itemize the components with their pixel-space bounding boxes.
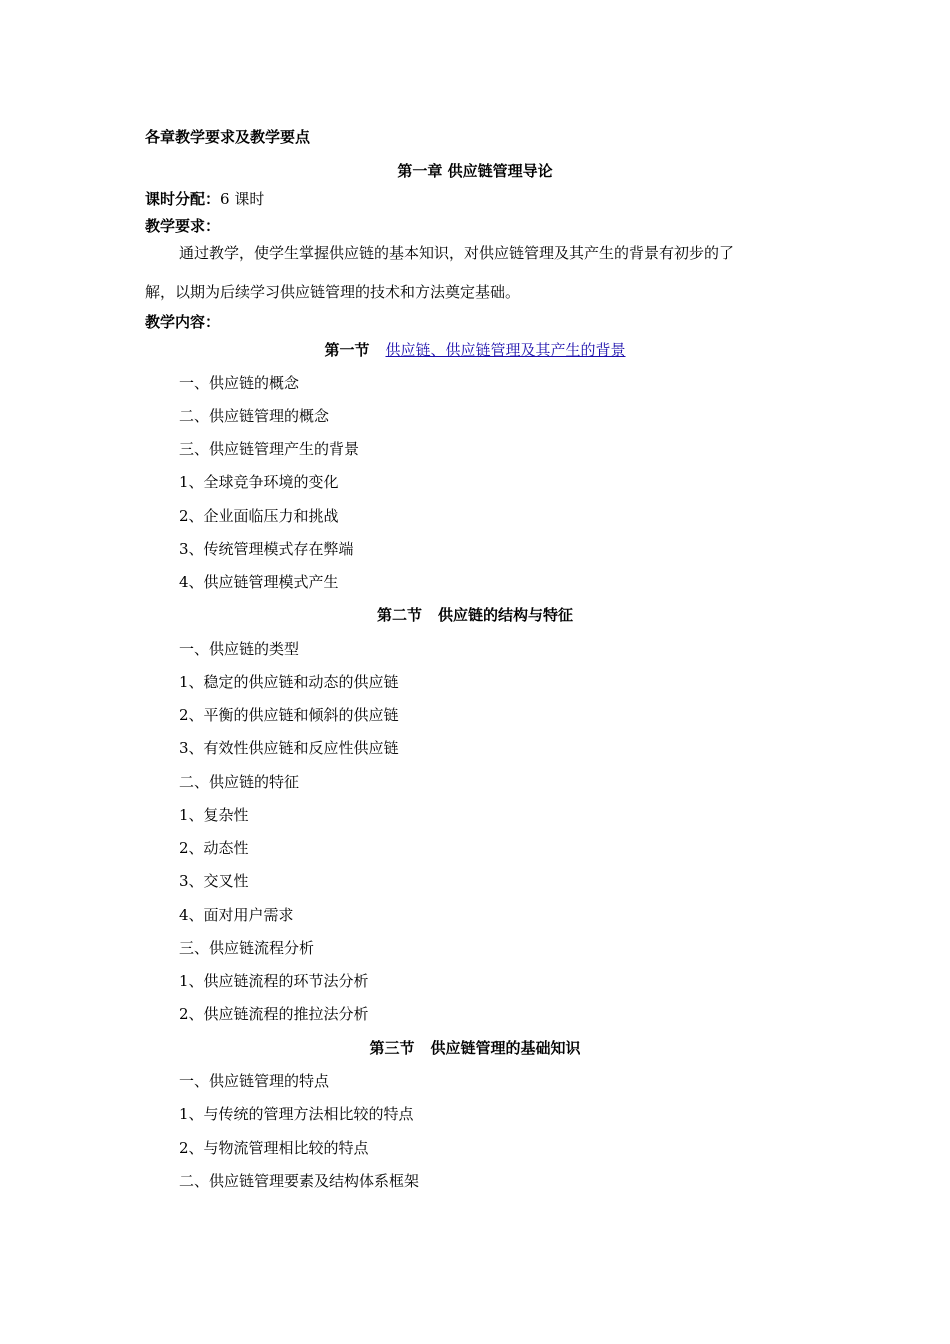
list-item: 三、供应链流程分析 (179, 939, 315, 957)
hours-row (145, 189, 264, 209)
requirements-label: 教学要求： (145, 217, 221, 235)
section-1-number: 第一节 (324, 341, 370, 359)
section-3-heading (145, 1038, 805, 1058)
list-item: 一、供应链的概念 (179, 374, 300, 392)
requirements-text-line-1: 通过教学，使学生掌握供应链的基本知识，对供应链管理及其产生的背景有初步的了 (179, 244, 735, 262)
doc-heading: 各章教学要求及教学要点 (145, 128, 311, 146)
list-item: 3、传统管理模式存在弊端 (179, 540, 354, 558)
list-item: 一、供应链的类型 (179, 640, 300, 658)
list-item: 1、复杂性 (179, 806, 249, 824)
list-item: 2、动态性 (179, 839, 249, 857)
hours-value: 6 课时 (220, 190, 265, 208)
hours-label: 课时分配： (145, 190, 221, 208)
list-item: 2、平衡的供应链和倾斜的供应链 (179, 706, 399, 724)
section-1-heading (145, 340, 805, 360)
requirements-text-line-2: 解，以期为后续学习供应链管理的技术和方法奠定基础。 (145, 283, 521, 301)
list-item: 三、供应链管理产生的背景 (179, 440, 360, 458)
list-item: 2、与物流管理相比较的特点 (179, 1139, 369, 1157)
section-3-title: 供应链管理的基础知识 (430, 1039, 581, 1057)
list-item: 一、供应链管理的特点 (179, 1072, 330, 1090)
section-1-title-link[interactable]: 供应链、供应链管理及其产生的背景 (385, 341, 626, 359)
list-item: 4、面对用户需求 (179, 906, 294, 924)
section-2-title: 供应链的结构与特征 (438, 606, 574, 624)
section-3-number: 第三节 (369, 1039, 415, 1057)
chapter-title: 第一章 供应链管理导论 (397, 162, 553, 180)
list-item: 3、交叉性 (179, 872, 249, 890)
list-item: 4、供应链管理模式产生 (179, 573, 339, 591)
list-item: 二、供应链的特征 (179, 773, 300, 791)
list-item: 1、与传统的管理方法相比较的特点 (179, 1105, 414, 1123)
list-item: 二、供应链管理要素及结构体系框架 (179, 1172, 420, 1190)
list-item: 1、稳定的供应链和动态的供应链 (179, 673, 399, 691)
list-item: 2、供应链流程的推拉法分析 (179, 1005, 369, 1023)
section-2-number: 第二节 (376, 606, 422, 624)
content-label: 教学内容： (145, 313, 221, 331)
list-item: 1、全球竞争环境的变化 (179, 473, 339, 491)
list-item: 2、企业面临压力和挑战 (179, 507, 339, 525)
list-item: 3、有效性供应链和反应性供应链 (179, 739, 399, 757)
list-item: 二、供应链管理的概念 (179, 407, 330, 425)
section-2-heading (145, 605, 805, 625)
list-item: 1、供应链流程的环节法分析 (179, 972, 369, 990)
